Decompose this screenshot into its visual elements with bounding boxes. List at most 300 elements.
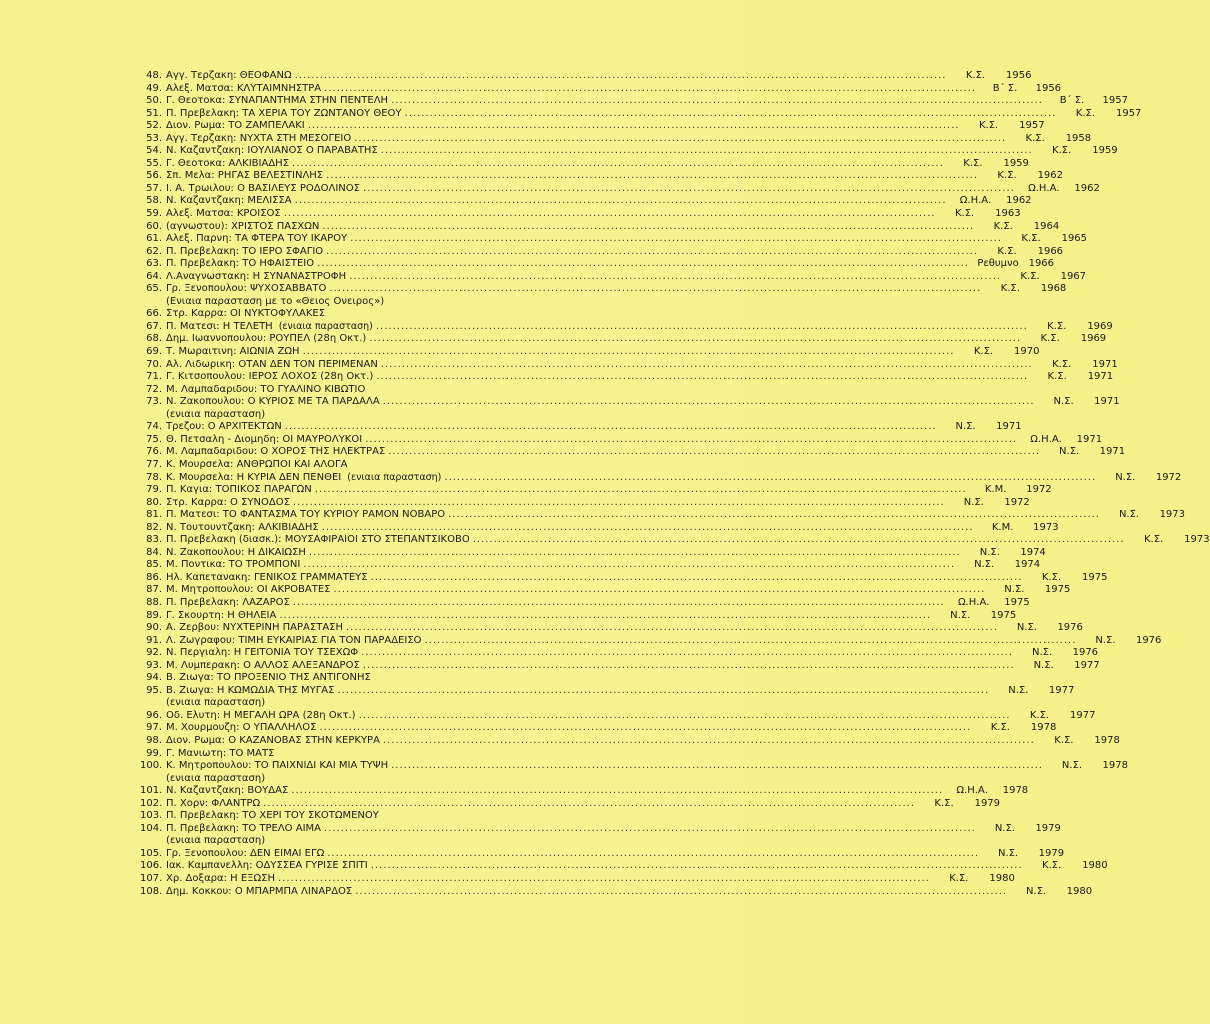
play-title: Π. Πρεβελακη: ΤΟ ΙΕΡΟ ΣΦΑΓΙΟ	[166, 245, 324, 257]
item-number: 83.	[146, 534, 162, 546]
leader-dots	[337, 685, 989, 698]
item-number: 78.	[146, 471, 162, 483]
year: 1957	[1102, 95, 1128, 107]
stage-code: Ν.Σ.	[974, 559, 995, 571]
leader-dots	[383, 396, 1035, 409]
play-title: Μ. Μητροπουλου: ΟΙ ΑΚΡΟΒΑΤΕΣ	[166, 584, 331, 596]
year: 1978	[1002, 785, 1029, 797]
item-number: 97.	[146, 722, 162, 734]
list-item	[140, 760, 1128, 773]
list-item	[140, 170, 1064, 183]
item-number: 69.	[146, 346, 162, 358]
list-item	[140, 384, 615, 397]
play-title: Γ. Θεοτοκα: ΑΛΚΙΒΙΑΔΗΣ	[166, 157, 290, 169]
year: 1978	[1094, 734, 1120, 746]
leader-dots	[350, 233, 1002, 246]
year: 1980	[989, 873, 1015, 884]
year: 1974	[1020, 546, 1046, 558]
year: 1973	[1184, 534, 1210, 546]
item-number: 96.	[146, 709, 162, 721]
play-title: Γ. Κιτσοπουλου: ΙΕΡΟΣ ΛΟΧΟΣ (28η Οκτ.)	[166, 371, 374, 383]
leader-dots	[327, 848, 979, 861]
item-number: 81.	[146, 509, 162, 521]
stage-code: Κ.Σ.	[1025, 132, 1045, 144]
stage-code: Ν.Σ.	[1008, 684, 1029, 696]
stage-code: Ν.Σ.	[1004, 584, 1025, 596]
list-item	[140, 571, 1108, 585]
leader-dots	[333, 584, 985, 597]
stage-code: Κ.Σ.	[955, 208, 975, 220]
list-item	[140, 484, 1052, 497]
list-item	[140, 684, 1075, 698]
leader-dots	[391, 760, 1043, 773]
item-number: 52.	[146, 120, 162, 132]
item-number: 88.	[146, 596, 162, 608]
list-item	[140, 132, 1092, 146]
year: 1969	[1080, 333, 1107, 345]
leader-dots	[309, 547, 961, 560]
list-item	[140, 722, 1057, 735]
play-title: Β. Ζιωγα: ΤΟ ΠΡΟΞΕΝΙΟ ΤΗΣ ΑΝΤΙΓΟΝΗΣ	[166, 672, 371, 684]
list-item	[140, 534, 1210, 547]
year: 1958	[1065, 132, 1092, 144]
list-item	[140, 873, 1015, 886]
item-number: 66.	[146, 308, 162, 320]
leader-dots	[448, 509, 1100, 522]
stage-code: Ρεθυμνο	[977, 258, 1019, 270]
year: 1968	[1040, 283, 1067, 295]
year: 1969	[1087, 320, 1113, 332]
play-title: Γρ. Ξενοπουλου: ΨΥΧΟΣΑΒΒΑΤΟ	[166, 283, 327, 295]
stage-code: Β΄ Σ.	[992, 82, 1018, 94]
stage-code: Κ.Σ.	[934, 797, 954, 809]
year: 1971	[1087, 371, 1114, 383]
leader-dots	[315, 484, 967, 497]
list-item	[140, 346, 1040, 359]
play-title: Μ. Λυμπερακη: Ο ΑΛΛΟΣ ΑΛΕΞΑΝΔΡΟΣ	[166, 659, 360, 671]
stage-code: Ν.Σ.	[1118, 509, 1140, 521]
leader-dots	[263, 798, 915, 811]
play-title: Αλεξ. Παρνη: ΤΑ ΦΤΕΡΑ ΤΟΥ ΙΚΑΡΟΥ	[166, 233, 348, 245]
list-item	[140, 885, 1093, 899]
play-title: Π. Ματεσι: ΤΟ ΦΑΝΤΑΣΜΑ ΤΟΥ ΚΥΡΙΟΥ ΡΑΜΟΝ ΝΟΒΑΡΟ	[166, 509, 446, 521]
plays-list	[140, 70, 1210, 898]
list-item	[140, 709, 1096, 723]
leader-dots	[365, 434, 1017, 447]
list-item	[140, 120, 1045, 133]
list-item	[140, 95, 1128, 108]
leader-dots	[359, 710, 1011, 723]
list-item	[140, 559, 1041, 572]
item-number: 95.	[146, 684, 162, 696]
play-title: Ν. Καζαντζακη: ΒΟΥΔΑΣ	[166, 785, 289, 797]
item-number: 105.	[140, 847, 163, 859]
leader-dots	[376, 371, 1028, 384]
play-title: Χρ. Δοξαρα: Η ΕΞΩΣΗ	[166, 873, 275, 884]
year: 1971	[996, 421, 1022, 433]
list-note-line	[140, 296, 615, 309]
stage-code: Ν.Σ.	[1031, 647, 1053, 659]
joint-performance-note: (ενιαια παρασταση)	[278, 320, 373, 332]
year: 1956	[1035, 82, 1062, 94]
list-item	[140, 195, 1032, 208]
leader-dots	[308, 120, 960, 133]
play-title: Τ. Μωραιτινη: ΑΙΩΝΙΑ ΖΩΗ	[166, 346, 300, 358]
leader-dots	[284, 208, 936, 221]
stage-code: Β΄ Σ.	[1059, 95, 1085, 107]
play-title: Γ. Σκουρτη: Η ΘΗΛΕΙΑ	[166, 609, 277, 621]
list-note-line	[140, 835, 615, 848]
item-number: 65.	[146, 283, 162, 295]
stage-code: Κ.Σ.	[997, 170, 1017, 182]
item-number: 57.	[146, 182, 162, 194]
list-item	[140, 396, 1120, 409]
stage-code: Ω.Η.Α.	[1028, 182, 1060, 194]
play-title: Π. Πρεβελακη: ΤΟ ΤΡΕΛΟ ΑΙΜΑ	[166, 822, 321, 834]
item-number: 89.	[146, 609, 162, 621]
item-number: 79.	[146, 484, 162, 496]
stage-code: Ν.Σ.	[998, 847, 1019, 859]
item-number: 62.	[146, 245, 162, 257]
list-item	[140, 634, 1162, 648]
leader-dots	[371, 572, 1023, 585]
item-number: 98.	[146, 734, 162, 746]
play-title: Β. Ζιωγα: Η ΚΩΜΩΔΙΑ ΤΗΣ ΜΥΓΑΣ	[166, 684, 335, 696]
stage-code: Κ.Σ.	[1143, 534, 1164, 546]
stage-code: Ν.Σ.	[950, 609, 971, 621]
year: 1971	[1076, 433, 1103, 445]
list-item	[140, 672, 615, 685]
play-title: Π. Χορν: ΦΛΑΝΤΡΩ	[166, 797, 261, 809]
list-item	[140, 82, 1062, 96]
year: 1975	[990, 609, 1017, 621]
year: 1975	[1004, 596, 1030, 608]
stage-code: Κ.Σ.	[1041, 571, 1062, 583]
play-title: Κ. Μουρσελα: ΑΝΘΡΩΠΟΙ ΚΑΙ ΑΛΟΓΑ	[166, 458, 348, 470]
list-item	[140, 270, 1087, 284]
stage-code: Κ.Σ.	[1052, 145, 1072, 157]
stage-code: Κ.Σ.	[973, 346, 994, 358]
leader-dots	[278, 873, 930, 886]
play-title: Μ. Ποντικα: ΤΟ ΤΡΟΜΠΟΝΙ	[166, 559, 301, 571]
play-title: Αλεξ. Ματσα: ΚΡΟΙΣΟΣ	[166, 208, 281, 220]
list-item	[140, 847, 1065, 861]
stage-code: Ν.Σ.	[1033, 659, 1054, 671]
play-title: Ν. Καζαντζακη: ΙΟΥΛΙΑΝΟΣ Ο ΠΑΡΑΒΑΤΗΣ	[166, 145, 378, 157]
play-title: Ηλ. Καπετανακη: ΓΕΝΙΚΟΣ ΓΡΑΜΜΑΤΕΥΣ	[166, 571, 368, 583]
year: 1971	[1094, 396, 1120, 408]
list-item	[140, 459, 615, 472]
play-title: Δημ. Κοκκου: Ο ΜΠΑΡΜΠΑ ΛΙΝΑΡΔΟΣ	[166, 885, 353, 897]
leader-dots	[322, 221, 974, 234]
year: 1962	[1006, 195, 1032, 207]
item-number: 59.	[146, 208, 162, 220]
stage-code: Ν.Σ.	[1115, 471, 1136, 483]
leader-dots	[376, 321, 1028, 334]
stage-code: Κ.Σ.	[1029, 709, 1050, 721]
year: 1975	[1082, 571, 1108, 583]
list-item	[140, 245, 1064, 259]
item-number: 75.	[146, 433, 162, 445]
item-number: 90.	[146, 622, 162, 634]
leader-dots	[319, 722, 971, 735]
play-title: Ν. Περγιαλη: Η ΓΕΙΤΟΝΙΑ ΤΟΥ ΤΣΕΧΩΦ	[166, 647, 359, 659]
stage-code: Κ.Σ.	[1047, 320, 1067, 332]
item-number: 74.	[146, 421, 162, 433]
note-text: (ενιαια παρασταση)	[166, 697, 266, 709]
play-title: Λ.Αναγνωστακη: Η ΣΥΝΑΝΑΣΤΡΟΦΗ	[166, 270, 347, 282]
note-text: (ενιαια παρασταση)	[166, 772, 266, 784]
item-number: 104.	[140, 822, 163, 834]
list-item	[140, 860, 1108, 873]
play-title: Π. Πρεβελακη: ΤΑ ΧΕΡΙΑ ΤΟΥ ΖΩΝΤΑΝΟΥ ΘΕΟΥ	[166, 107, 402, 119]
stage-code: Ν.Σ.	[1059, 446, 1080, 458]
list-item	[140, 622, 1083, 635]
year: 1971	[1092, 358, 1118, 370]
leader-dots	[285, 421, 937, 434]
item-number: 51.	[146, 107, 162, 119]
item-number: 63.	[146, 258, 162, 270]
play-title: Γ. Θεοτοκα: ΣΥΝΑΠΑΝΤΗΜΑ ΣΤΗΝ ΠΕΝΤΕΛΗ	[166, 95, 389, 107]
play-title: Διον. Ρωμα: Ο ΚΑΖΑΝΟΒΑΣ ΣΤΗΝ ΚΕΡΚΥΡΑ	[166, 734, 380, 746]
year: 1970	[1014, 346, 1040, 358]
list-item	[140, 596, 1030, 610]
play-title: Π. Πρεβελακη (διασκ.): ΜΟΥΣΑΦΙΡΑΙΟΙ ΣΤΟ ΣΤΕΠΑΝΤΣΙΚΟΒΟ	[166, 534, 470, 546]
stage-code: Κ.Σ.	[1020, 270, 1040, 282]
year: 1962	[1074, 182, 1100, 194]
list-item	[140, 609, 1017, 623]
note-text: (Ενιαια παρασταση με το «Θειος Ονειρος»)	[166, 295, 385, 307]
play-title: Μ. Λαμπαδαριδου: ΤΟ ΓΥΑΛΙΝΟ ΚΙΒΩΤΙΟ	[166, 383, 366, 395]
joint-performance-note: (ενιαια παρασταση)	[347, 471, 442, 483]
stage-code: Κ.Σ.	[965, 70, 986, 81]
play-title: Οδ. Ελυτη: Η ΜΕΓΑΛΗ ΩΡΑ (28η Οκτ.)	[166, 709, 356, 721]
leader-dots	[326, 170, 978, 183]
list-item	[140, 107, 1142, 121]
year: 1966	[1037, 245, 1064, 257]
year: 1959	[1092, 145, 1118, 157]
leader-dots	[326, 246, 978, 259]
list-item	[140, 822, 1061, 836]
play-title: Γ. Μανιωτη: ΤΟ ΜΑΤΣ	[166, 747, 275, 759]
stage-code: Ν.Σ.	[1053, 396, 1074, 408]
leader-dots	[355, 886, 1007, 899]
play-title: Ν. Ζακοπουλου: Ο ΚΥΡΙΟΣ ΜΕ ΤΑ ΠΑΡΔΑΛΑ	[166, 396, 380, 408]
stage-code: Κ.Σ.	[1021, 233, 1041, 245]
item-number: 82.	[146, 521, 162, 533]
play-title: Μ. Χουρμουζη: Ο ΥΠΑΛΛΗΛΟΣ	[166, 722, 317, 734]
play-title: Αγγ. Τερζακη: ΝΥΧΤΑ ΣΤΗ ΜΕΣΟΓΕΙΟ	[166, 132, 352, 144]
list-item	[140, 258, 1055, 271]
item-number: 87.	[146, 584, 162, 596]
list-item	[140, 748, 615, 761]
play-title: Τρεζου: Ο ΑΡΧΙΤΕΚΤΩΝ	[166, 421, 282, 433]
play-title: Π. Πρεβελακη: ΤΟ ΗΦΑΙΣΤΕΙΟ	[166, 258, 315, 270]
play-title: Ν. Ζακοπουλου: Η ΔΙΚΑΙΩΣΗ	[166, 546, 306, 558]
item-number: 103.	[140, 810, 163, 822]
stage-code: Κ.Σ.	[978, 120, 999, 132]
stage-code: Κ.Μ.	[984, 484, 1007, 496]
list-item	[140, 220, 1060, 234]
item-number: 58.	[146, 195, 162, 207]
item-number: 48.	[146, 70, 162, 81]
item-number: 53.	[146, 132, 162, 144]
stage-code: Κ.Σ.	[990, 722, 1010, 734]
leader-dots	[444, 472, 1096, 485]
list-item	[140, 157, 1029, 171]
item-number: 100.	[140, 760, 163, 772]
stage-code: Ν.Σ.	[963, 496, 984, 508]
list-item	[140, 208, 1021, 221]
play-title: Στρ. Καρρα: ΟΙ ΝΥΚΤΟΦΥΛΑΚΕΣ	[166, 308, 326, 320]
item-number: 94.	[146, 672, 162, 684]
item-number: 54.	[146, 145, 162, 157]
stage-code: Κ.Σ.	[993, 220, 1013, 232]
play-title: Α. Ζερβου: ΝΥΧΤΕΡΙΝΗ ΠΑΡΑΣΤΑΣΗ	[166, 622, 343, 634]
year: 1972	[1004, 496, 1030, 508]
list-item	[140, 182, 1100, 196]
play-title: Δημ. Ιωαννοπουλου: ΡΟΥΠΕΛ (28η Οκτ.)	[166, 333, 367, 345]
stage-code: Κ.Σ.	[997, 245, 1017, 257]
item-number: 55.	[146, 157, 162, 169]
item-number: 67.	[146, 320, 162, 332]
year: 1972	[1155, 471, 1182, 483]
year: 1973	[1033, 521, 1059, 533]
item-number: 91.	[146, 634, 162, 646]
item-number: 80.	[146, 496, 162, 508]
leader-dots	[425, 635, 1077, 648]
stage-code: Ν.Σ.	[1061, 760, 1083, 772]
year: 1976	[1057, 622, 1083, 634]
play-title: Στρ. Καρρα: Ο ΣΥΝΟΔΟΣ	[166, 496, 290, 508]
item-number: 56.	[146, 170, 162, 182]
year: 1977	[1048, 684, 1075, 696]
list-item	[140, 496, 1030, 510]
play-title: Π. Πρεβελακη: ΛΑΖΑΡΟΣ	[166, 596, 290, 608]
item-number: 99.	[146, 747, 162, 759]
leader-dots	[381, 359, 1033, 372]
year: 1976	[1072, 647, 1099, 659]
stage-code: Κ.Σ.	[1054, 734, 1074, 746]
leader-dots	[329, 283, 981, 296]
stage-code: Ν.Σ.	[1016, 622, 1037, 634]
item-number: 77.	[146, 458, 162, 470]
leader-dots	[363, 183, 1015, 196]
leader-dots	[371, 860, 1023, 873]
list-item	[140, 70, 1032, 83]
leader-dots	[295, 70, 947, 83]
stage-code: Ν.Σ.	[1095, 634, 1116, 646]
item-number: 102.	[140, 797, 163, 809]
item-number: 72.	[146, 383, 162, 395]
year: 1973	[1159, 509, 1186, 521]
leader-dots	[383, 735, 1035, 748]
list-item	[140, 659, 1100, 673]
leader-dots	[293, 497, 945, 510]
stage-code: Ω.Η.Α.	[956, 785, 988, 797]
item-number: 76.	[146, 446, 162, 458]
play-title: Κ. Μητροπουλου: ΤΟ ΠΑΙΧΝΙΔΙ ΚΑΙ ΜΙΑ ΤΥΨΗ	[166, 760, 389, 772]
item-number: 73.	[146, 396, 162, 408]
item-number: 61.	[146, 233, 162, 245]
leader-dots	[349, 271, 1001, 284]
year: 1971	[1099, 446, 1126, 458]
list-item	[140, 521, 1059, 535]
list-item	[140, 145, 1118, 158]
leader-dots	[363, 660, 1015, 673]
play-title: Αλ. Λιδωρικη: ΟΤΑΝ ΔΕΝ ΤΟΝ ΠΕΡΙΜΕΝΑΝ	[166, 358, 378, 370]
leader-dots	[381, 145, 1033, 158]
play-title: Ν. Τουτουντζακη: ΑΛΚΙΒΙΑΔΗΣ	[166, 521, 319, 533]
year: 1977	[1074, 659, 1100, 671]
list-item	[140, 333, 1107, 346]
play-title: Μ. Λαμπαδαριδου: Ο ΧΟΡΟΣ ΤΗΣ ΗΛΕΚΤΡΑΣ	[166, 446, 386, 458]
leader-dots	[303, 559, 955, 572]
stage-code: Κ.Σ.	[1000, 283, 1020, 295]
item-number: 106.	[140, 860, 163, 872]
list-item	[140, 446, 1126, 459]
leader-dots	[322, 522, 974, 535]
leader-dots	[473, 534, 1125, 547]
stage-code: Κ.Σ.	[949, 873, 969, 884]
year: 1957	[1019, 120, 1045, 132]
list-item	[140, 734, 1120, 748]
leader-dots	[295, 195, 947, 208]
year: 1972	[1026, 484, 1052, 496]
year: 1979	[1035, 822, 1061, 834]
note-text: (ενιαια παρασταση)	[166, 835, 266, 847]
stage-code: Κ.Μ.	[991, 521, 1014, 533]
leader-dots	[293, 597, 945, 610]
list-item	[140, 283, 1067, 296]
stage-code: Κ.Σ.	[1052, 358, 1072, 370]
item-number: 50.	[146, 95, 162, 107]
year: 1979	[974, 797, 1001, 809]
leader-dots	[354, 133, 1006, 146]
year: 1964	[1033, 220, 1060, 232]
year: 1975	[1044, 584, 1071, 596]
item-number: 107.	[140, 873, 163, 884]
item-number: 71.	[146, 371, 162, 383]
play-title: Π. Ματεσι: Η ΤΕΛΕΤΗ	[166, 320, 273, 332]
play-title: Γρ. Ξενοπουλου: ΔΕΝ ΕΙΜΑΙ ΕΓΩ	[166, 847, 325, 859]
item-number: 86.	[146, 571, 162, 583]
play-title: Ν. Καζαντζακη: ΜΕΛΙΣΣΑ	[166, 195, 292, 207]
list-item	[140, 785, 1029, 798]
item-number: 85.	[146, 559, 162, 571]
leader-dots	[324, 823, 976, 836]
list-item	[140, 584, 1071, 597]
play-title: Αγγ. Τερζακη: ΘΕΟΦΑΝΩ	[166, 70, 292, 81]
year: 1974	[1014, 559, 1041, 571]
year: 1979	[1038, 847, 1065, 859]
year: 1959	[1003, 157, 1029, 169]
list-item	[140, 371, 1114, 384]
play-title: Ι. Α. Τρωιλου: Ο ΒΑΣΙΛΕΥΣ ΡΟΔΟΛΙΝΟΣ	[166, 182, 360, 194]
leader-dots	[317, 258, 969, 271]
stage-code: Κ.Σ.	[1040, 333, 1060, 345]
year: 1976	[1135, 634, 1162, 646]
stage-code: Ν.Σ.	[1026, 885, 1047, 897]
year: 1962	[1037, 170, 1064, 182]
list-item	[140, 308, 615, 321]
list-item	[140, 421, 1022, 434]
stage-code: Ν.Σ.	[979, 546, 1000, 558]
play-title: Π. Πρεβελακη: ΤΟ ΧΕΡΙ ΤΟΥ ΣΚΟΤΩΜΕΝΟΥ	[166, 810, 379, 822]
list-item	[140, 647, 1099, 660]
play-title: Διον. Ρωμα: ΤΟ ΖΑΜΠΕΛΑΚΙ	[166, 120, 305, 132]
stage-code: Ν.Σ.	[955, 421, 976, 433]
